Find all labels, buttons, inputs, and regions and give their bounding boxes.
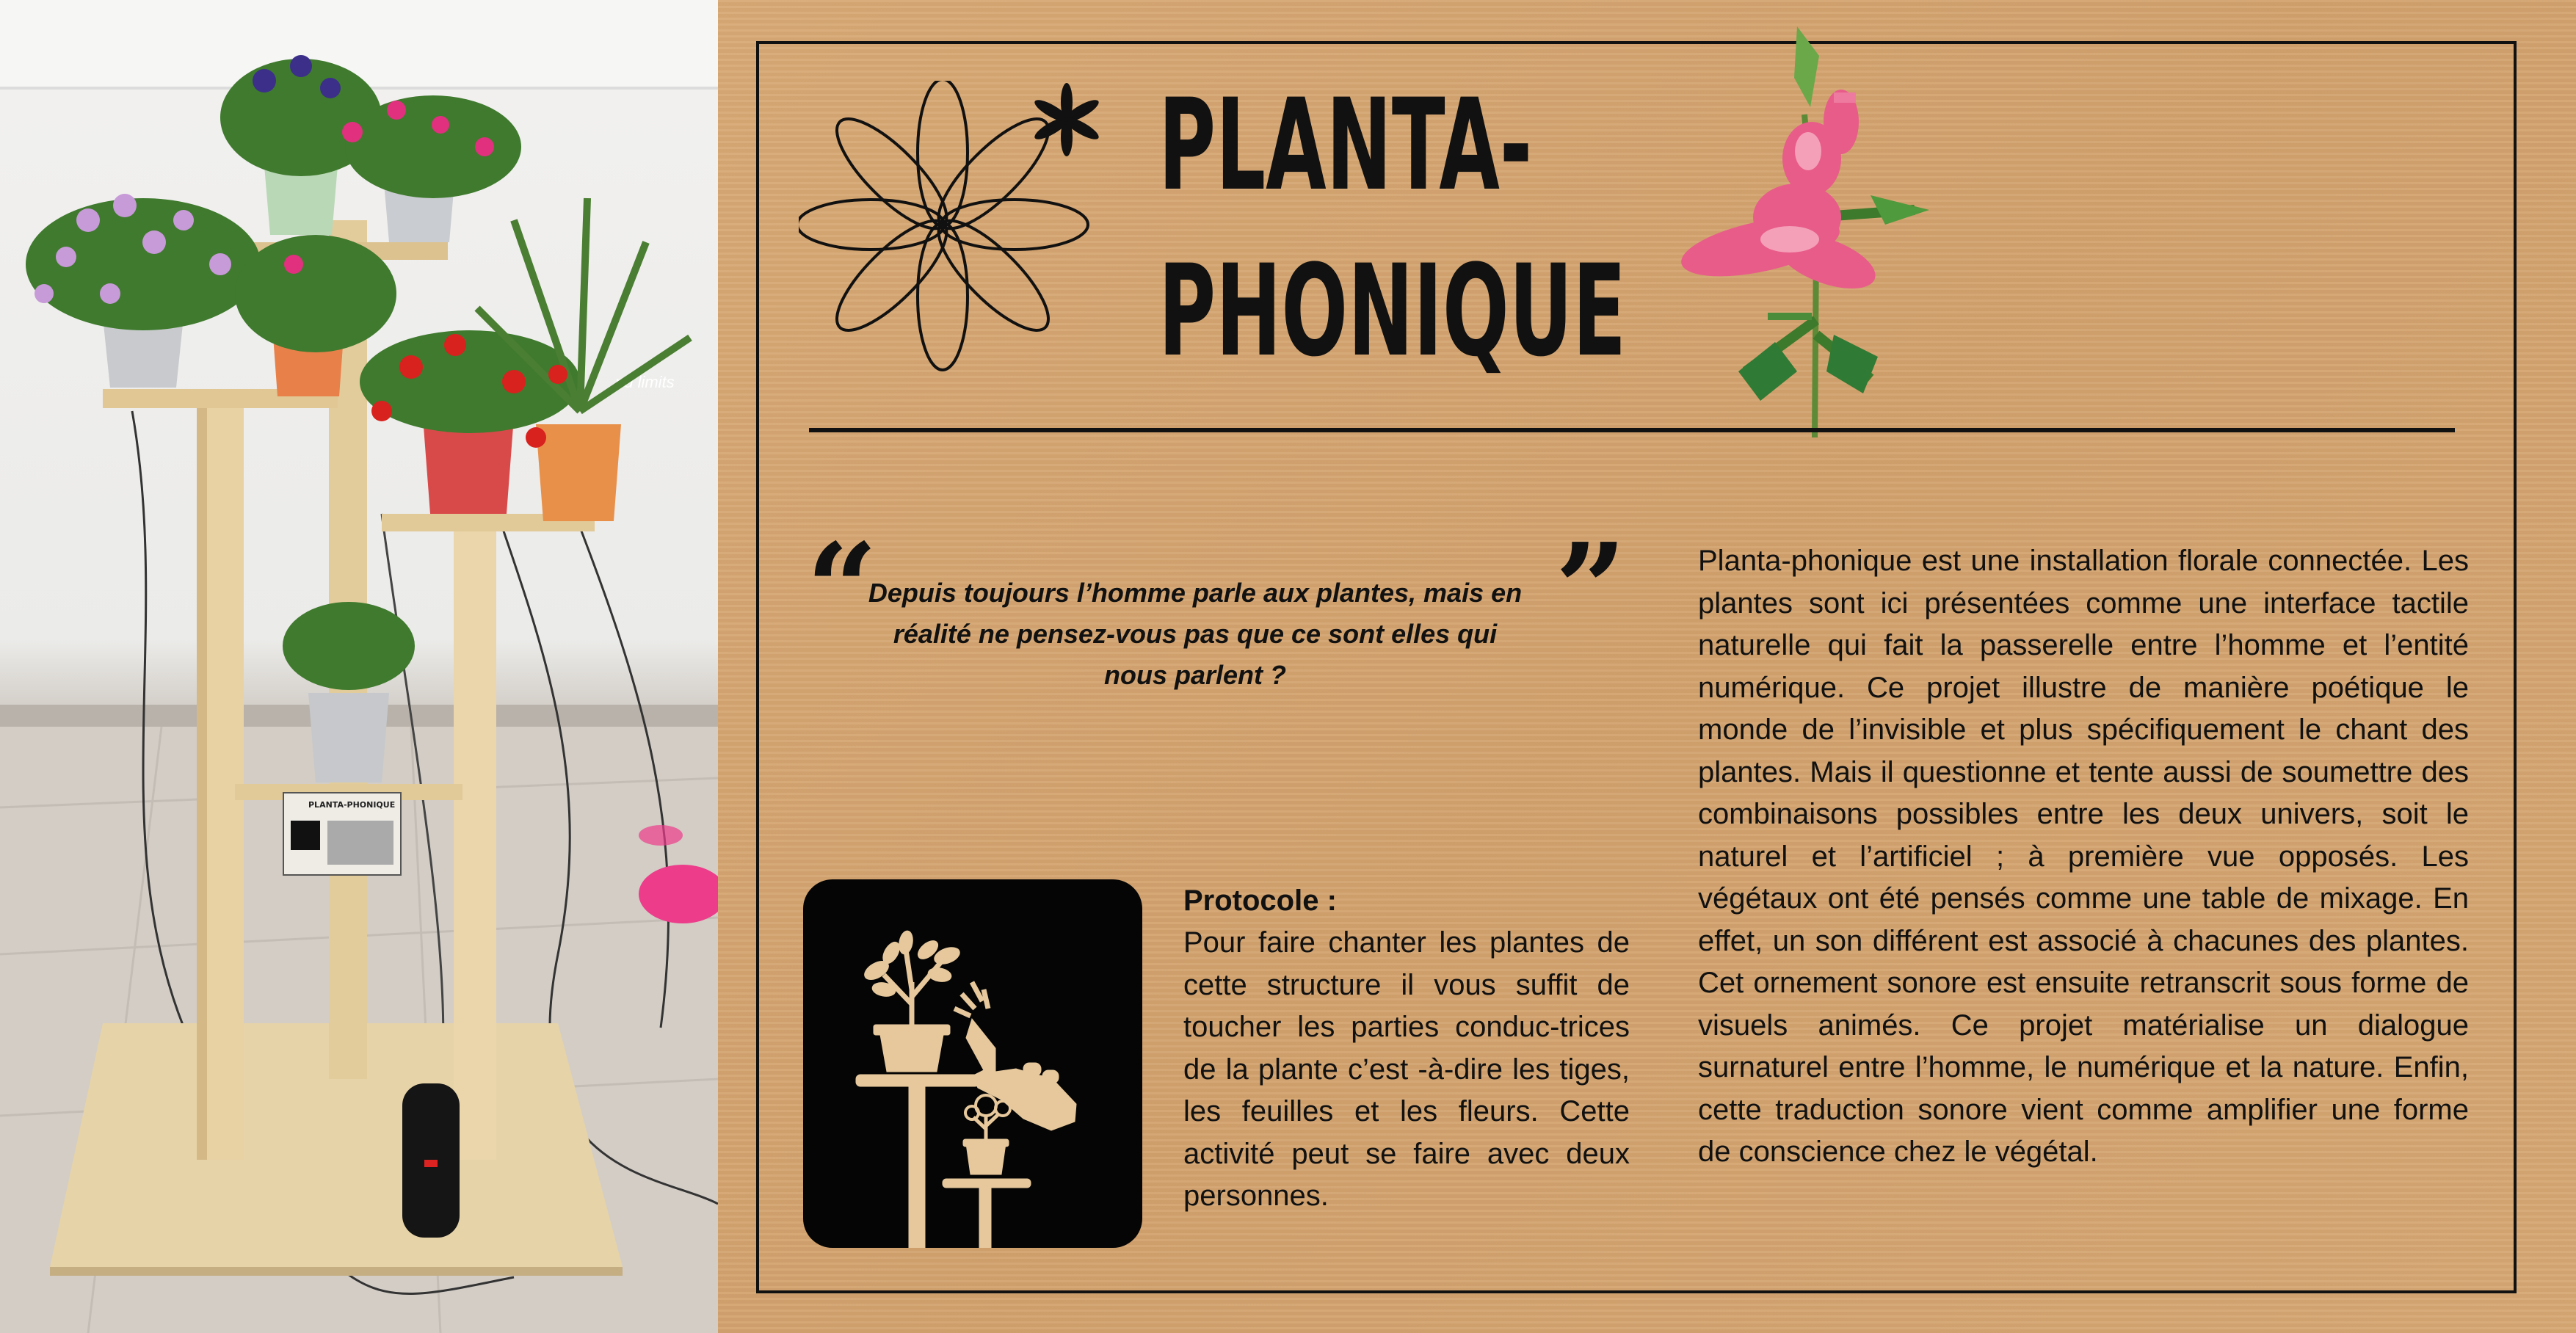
label-card-title: PLANTA-PHONIQUE: [308, 800, 396, 810]
installation-photo: [0, 0, 718, 1333]
description-text: Planta-phonique est une installation florale connectée. Les plantes sont ici présentées comme une interface tactile naturelle qui fait la passerelle entre l’homme et l’entité numérique. Ce projet illustre de manière poétique le monde de l’invisible et plus spécifiquement le chant des plantes. Mais il questionne et tente aussi de soumettre des combinaisons possibles entre les deux univers, soit le naturel et l’artificiel ; à première vue opposés. Les végétaux ont été pensés comme une table de mixage. En effet, un son différent est associé à chacunes des plantes. Cet ornement sonore est ensuite retranscrit sous forme de visuels animés. Ce projet matérialise un dialogue surnaturel entre l’homme, le numérique et la nature. Enfin, cette traduction sonore vient comme amplifier une forme de conscience chez le végétal.: [1698, 545, 2469, 1168]
title-line-1: PLANTA-: [1158, 71, 1533, 219]
information-panel: [718, 0, 2576, 1333]
header-divider: [809, 428, 2455, 432]
wall-text: nd limits: [615, 373, 675, 391]
protocol-section: [1183, 879, 1630, 1218]
plant-stand-illustration: [0, 0, 718, 1333]
hand-touching-plant-icon: [803, 879, 1142, 1248]
lily-flower-illustration: [1650, 26, 1959, 442]
protocol-title: Protocole :: [1183, 885, 1337, 917]
quote-text: Depuis toujours l’homme parle aux plantes, mais en réalité ne pensez-vous pas que ce sont elles qui nous parlent ?: [868, 578, 1523, 690]
asterisk-icon: [1026, 79, 1107, 160]
title-line-2: PHONIQUE: [1158, 237, 1627, 385]
quote-close-mark: ”: [1555, 516, 1627, 663]
quote-open-mark: “: [806, 516, 878, 663]
protocol-icon-panel: [803, 879, 1142, 1248]
protocol-text: Pour faire chanter les plantes de cette structure il vous suffit de toucher les parties conduc-trices de la plante c’est -à-dire les tiges, les feuilles et les fleurs. Cette activité peut se faire avec deux personnes.: [1183, 926, 1630, 1212]
